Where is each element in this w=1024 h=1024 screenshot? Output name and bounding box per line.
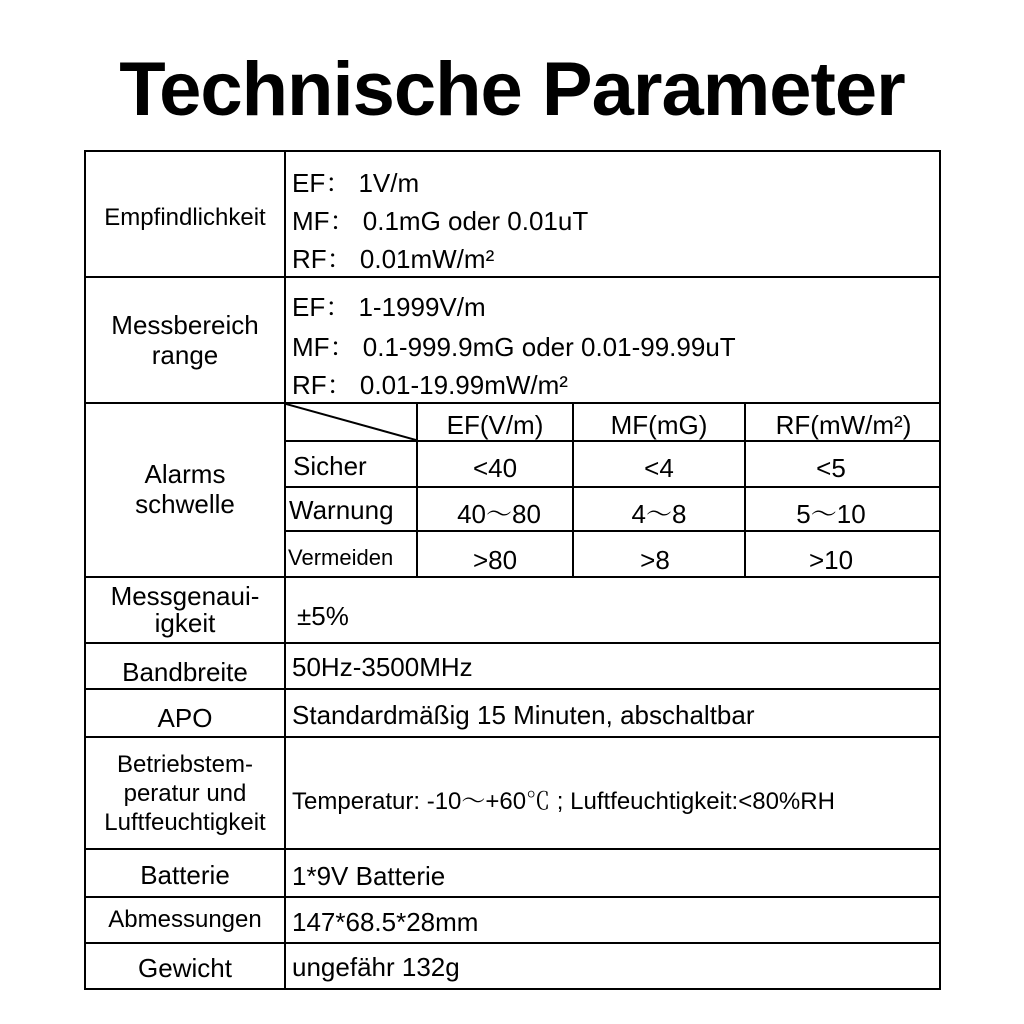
row-label-line: Luftfeuchtigkeit <box>104 809 266 836</box>
alarm-cell: >10 <box>808 545 854 575</box>
row-label-line: schwelle <box>135 489 235 519</box>
alarm-level-name: Sicher <box>293 451 367 481</box>
alarm-level-name: Warnung <box>289 495 394 525</box>
alarm-cell: <40 <box>472 453 518 483</box>
row-label-sensitivity: Empfindlichkeit <box>104 204 266 231</box>
apo-value: Standardmäßig 15 Minuten, abschaltbar <box>292 700 755 730</box>
sensitivity-rf: RF： 0.01mW/m² <box>292 244 495 274</box>
range-ef: EF： 1-1999V/m <box>292 292 486 322</box>
range-mf: MF： 0.1-999.9mG oder 0.01-99.99uT <box>292 332 736 362</box>
row-label-accuracy <box>86 583 284 637</box>
row-label-weight: Gewicht <box>138 953 232 983</box>
row-divider <box>84 276 941 278</box>
alarm-cell: <5 <box>816 453 846 483</box>
bandwidth-value: 50Hz-3500MHz <box>292 652 473 682</box>
alarm-cell: 40～80 <box>457 499 541 529</box>
row-label-line: range <box>151 340 219 370</box>
accuracy-value: ±5% <box>297 601 349 631</box>
dimensions-value: 147*68.5*28mm <box>292 907 479 937</box>
sensitivity-mf: MF： 0.1mG oder 0.01uT <box>292 206 589 236</box>
row-divider <box>84 642 941 644</box>
row-label-battery: Batterie <box>140 860 230 890</box>
row-divider <box>84 576 941 578</box>
alarm-level-name: Vermeiden <box>288 545 394 570</box>
row-divider <box>84 736 941 738</box>
row-label-range <box>86 310 284 370</box>
alarm-cell: <4 <box>644 453 674 483</box>
row-label-line: igkeit <box>154 608 216 638</box>
alarm-cell: 5～10 <box>796 499 866 529</box>
weight-value: ungefähr 132g <box>292 952 460 982</box>
row-divider <box>84 896 941 898</box>
row-label-line: Messbereich <box>111 310 259 340</box>
row-divider <box>84 688 941 690</box>
battery-value: 1*9V Batterie <box>292 861 446 891</box>
row-label-alarm <box>86 459 284 519</box>
range-rf: RF： 0.01-19.99mW/m² <box>292 370 568 400</box>
alarm-grid-line <box>284 530 941 532</box>
alarm-header-mf: MF(mG) <box>610 410 708 440</box>
alarm-grid-line <box>284 440 941 442</box>
alarm-cell: 4～8 <box>631 499 687 529</box>
row-divider <box>84 848 941 850</box>
row-label-environment <box>86 750 284 837</box>
row-divider <box>84 402 941 404</box>
row-label-line: Messgenaui- <box>110 581 260 611</box>
page-title: Technische Parameter <box>119 47 905 132</box>
row-label-apo: APO <box>157 703 213 733</box>
environment-value: Temperatur: -10～+60℃ ; Luftfeuchtigkeit:<80%RH <box>292 788 835 815</box>
alarm-cell: >8 <box>640 545 670 575</box>
alarm-cell: >80 <box>472 545 518 575</box>
alarm-header-ef: EF(V/m) <box>446 410 544 440</box>
diagonal-header-line <box>286 404 416 440</box>
row-label-line: Betriebstem- <box>116 751 254 778</box>
row-label-dimensions: Abmessungen <box>108 906 262 933</box>
row-label-line: peratur und <box>123 780 247 807</box>
sensitivity-ef: EF： 1V/m <box>292 168 420 198</box>
row-label-line: Alarms <box>144 459 226 489</box>
alarm-grid-line <box>284 486 941 488</box>
row-label-bandwidth: Bandbreite <box>122 657 248 687</box>
row-divider <box>84 942 941 944</box>
alarm-header-rf: RF(mW/m²) <box>775 410 912 440</box>
